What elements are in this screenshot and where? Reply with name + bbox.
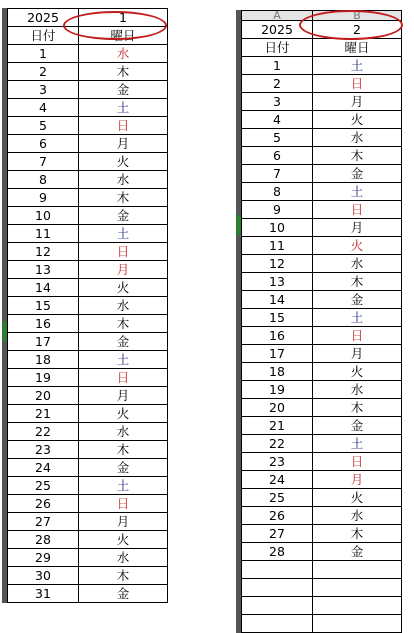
table-row	[242, 219, 402, 237]
table-row	[8, 171, 168, 189]
table-row	[8, 531, 168, 549]
day-cell[interactable]: 11	[8, 225, 79, 243]
day-cell[interactable]: 12	[8, 243, 79, 261]
empty-cell[interactable]	[242, 579, 313, 597]
year-month-row	[8, 9, 168, 27]
table-row	[242, 327, 402, 345]
weekday-cell[interactable]: 金	[79, 333, 168, 351]
day-cell[interactable]: 8	[242, 183, 313, 201]
day-cell[interactable]: 22	[8, 423, 79, 441]
weekday-cell[interactable]: 土	[79, 99, 168, 117]
weekday-cell[interactable]: 金	[79, 585, 168, 603]
weekday-cell[interactable]: 木	[313, 399, 402, 417]
weekday-cell[interactable]: 日	[79, 117, 168, 135]
sheet-row-edge	[2, 8, 7, 603]
day-cell[interactable]: 27	[242, 525, 313, 543]
day-cell[interactable]: 14	[8, 279, 79, 297]
weekday-cell[interactable]: 木	[79, 189, 168, 207]
day-cell[interactable]: 14	[242, 291, 313, 309]
column-header-row	[242, 11, 402, 21]
table-row	[242, 453, 402, 471]
weekday-cell[interactable]: 火	[313, 111, 402, 129]
empty-cell[interactable]	[313, 561, 402, 579]
table-row	[242, 291, 402, 309]
table-row	[242, 309, 402, 327]
weekday-cell[interactable]: 水	[313, 255, 402, 273]
table-row	[8, 333, 168, 351]
table-row	[8, 369, 168, 387]
day-cell[interactable]: 21	[242, 417, 313, 435]
day-cell[interactable]: 3	[8, 81, 79, 99]
table-row	[8, 567, 168, 585]
day-cell[interactable]: 23	[242, 453, 313, 471]
weekday-cell[interactable]: 火	[79, 405, 168, 423]
day-cell[interactable]: 20	[8, 387, 79, 405]
weekday-cell[interactable]: 日	[79, 495, 168, 513]
weekday-cell[interactable]: 金	[79, 459, 168, 477]
day-cell[interactable]: 13	[242, 273, 313, 291]
weekday-cell[interactable]: 月	[79, 135, 168, 153]
weekday-cell[interactable]: 木	[313, 273, 402, 291]
day-cell[interactable]: 9	[242, 201, 313, 219]
weekday-cell[interactable]: 木	[79, 63, 168, 81]
day-cell[interactable]: 12	[242, 255, 313, 273]
weekday-cell[interactable]: 水	[313, 507, 402, 525]
day-cell[interactable]: 25	[8, 477, 79, 495]
day-cell[interactable]: 4	[242, 111, 313, 129]
day-cell[interactable]: 23	[8, 441, 79, 459]
weekday-cell[interactable]: 月	[313, 345, 402, 363]
weekday-cell[interactable]: 日	[79, 243, 168, 261]
table-row	[8, 477, 168, 495]
day-cell[interactable]: 5	[242, 129, 313, 147]
table-row	[8, 585, 168, 603]
table-row	[8, 135, 168, 153]
weekday-cell[interactable]: 金	[313, 291, 402, 309]
table-row	[242, 183, 402, 201]
day-cell[interactable]: 2	[242, 75, 313, 93]
day-cell[interactable]: 19	[8, 369, 79, 387]
day-cell[interactable]: 29	[8, 549, 79, 567]
table-row	[8, 243, 168, 261]
row-selection-marker	[2, 321, 7, 341]
table-row	[8, 261, 168, 279]
weekday-cell[interactable]: 月	[79, 513, 168, 531]
day-cell[interactable]: 9	[8, 189, 79, 207]
empty-cell[interactable]	[313, 597, 402, 615]
table-row	[8, 45, 168, 63]
weekday-cell[interactable]: 日	[79, 369, 168, 387]
weekday-cell[interactable]: 水	[79, 45, 168, 63]
weekday-cell[interactable]: 火	[313, 489, 402, 507]
table-row	[8, 405, 168, 423]
day-cell[interactable]: 8	[8, 171, 79, 189]
empty-row	[242, 615, 402, 633]
table-row	[8, 81, 168, 99]
weekday-cell[interactable]: 水	[79, 297, 168, 315]
weekday-cell[interactable]: 日	[313, 201, 402, 219]
weekday-cell[interactable]: 土	[313, 435, 402, 453]
table-row	[8, 63, 168, 81]
day-cell[interactable]: 20	[242, 399, 313, 417]
table-row	[8, 549, 168, 567]
table-row	[242, 237, 402, 255]
table-row	[242, 399, 402, 417]
year-month-row	[242, 21, 402, 39]
table-row	[242, 165, 402, 183]
weekday-cell[interactable]: 月	[313, 471, 402, 489]
weekday-cell[interactable]: 日	[313, 327, 402, 345]
table-row	[8, 423, 168, 441]
weekday-cell[interactable]: 水	[79, 171, 168, 189]
weekday-cell[interactable]: 金	[79, 207, 168, 225]
empty-cell[interactable]	[313, 615, 402, 633]
weekday-cell[interactable]: 火	[79, 279, 168, 297]
weekday-cell[interactable]: 火	[79, 531, 168, 549]
weekday-cell[interactable]: 金	[313, 417, 402, 435]
day-cell[interactable]: 18	[242, 363, 313, 381]
empty-cell[interactable]	[242, 597, 313, 615]
day-cell[interactable]: 17	[242, 345, 313, 363]
weekday-cell[interactable]: 木	[79, 315, 168, 333]
header-row	[242, 39, 402, 57]
table-row	[242, 111, 402, 129]
weekday-cell[interactable]: 土	[79, 477, 168, 495]
table-row	[8, 315, 168, 333]
day-cell[interactable]: 22	[242, 435, 313, 453]
day-cell[interactable]: 28	[8, 531, 79, 549]
day-cell[interactable]: 15	[242, 309, 313, 327]
table-row	[242, 75, 402, 93]
year-cell[interactable]: 2025	[8, 9, 79, 27]
table-row	[242, 273, 402, 291]
table-row	[8, 153, 168, 171]
weekday-cell[interactable]: 木	[313, 147, 402, 165]
calendar-sheet-february	[241, 10, 399, 633]
day-cell[interactable]: 10	[242, 219, 313, 237]
table-row	[242, 489, 402, 507]
year-cell[interactable]: 2025	[242, 21, 313, 39]
weekday-cell[interactable]: 月	[79, 261, 168, 279]
day-cell[interactable]: 27	[8, 513, 79, 531]
date-header-cell[interactable]: 日付	[242, 39, 313, 57]
day-cell[interactable]: 31	[8, 585, 79, 603]
table-row	[242, 93, 402, 111]
table-row	[242, 471, 402, 489]
table-row	[242, 435, 402, 453]
day-cell[interactable]: 1	[242, 57, 313, 75]
column-header-a[interactable]: A	[242, 11, 313, 21]
day-cell[interactable]: 13	[8, 261, 79, 279]
table-row	[8, 459, 168, 477]
weekday-cell[interactable]: 水	[79, 423, 168, 441]
day-cell[interactable]: 7	[242, 165, 313, 183]
weekday-cell[interactable]: 火	[313, 363, 402, 381]
table-row	[8, 297, 168, 315]
sheet-row-edge	[236, 10, 241, 633]
day-cell[interactable]: 15	[8, 297, 79, 315]
table-row	[242, 543, 402, 561]
table-row	[242, 525, 402, 543]
table-row	[8, 351, 168, 369]
weekday-cell[interactable]: 水	[79, 549, 168, 567]
weekday-cell[interactable]: 水	[313, 381, 402, 399]
calendar-sheet-january	[7, 8, 165, 603]
weekday-cell[interactable]: 土	[79, 225, 168, 243]
weekday-cell[interactable]: 木	[313, 525, 402, 543]
row-selection-marker	[236, 215, 241, 235]
column-header-b[interactable]: B	[313, 11, 402, 21]
day-cell[interactable]: 7	[8, 153, 79, 171]
table-row	[242, 255, 402, 273]
day-cell[interactable]: 30	[8, 567, 79, 585]
day-cell[interactable]: 11	[242, 237, 313, 255]
table-row	[8, 279, 168, 297]
day-cell[interactable]: 17	[8, 333, 79, 351]
day-cell[interactable]: 10	[8, 207, 79, 225]
weekday-cell[interactable]: 土	[313, 57, 402, 75]
table-row	[242, 345, 402, 363]
day-cell[interactable]: 1	[8, 45, 79, 63]
table-row	[242, 129, 402, 147]
date-header-cell[interactable]: 日付	[8, 27, 79, 45]
empty-row	[242, 579, 402, 597]
day-cell[interactable]: 21	[8, 405, 79, 423]
day-cell[interactable]: 6	[8, 135, 79, 153]
table-row	[8, 387, 168, 405]
month-cell[interactable]: 2	[313, 21, 402, 39]
weekday-cell[interactable]: 水	[313, 129, 402, 147]
day-cell[interactable]: 24	[242, 471, 313, 489]
table-row	[242, 363, 402, 381]
table-row	[242, 57, 402, 75]
table-row	[8, 225, 168, 243]
table-row	[242, 381, 402, 399]
day-cell[interactable]: 19	[242, 381, 313, 399]
weekday-cell[interactable]: 土	[313, 309, 402, 327]
calendar-table-january	[7, 8, 168, 603]
calendar-table-february	[241, 10, 402, 633]
day-cell[interactable]: 24	[8, 459, 79, 477]
weekday-cell[interactable]: 金	[313, 543, 402, 561]
weekday-cell[interactable]: 金	[313, 165, 402, 183]
table-row	[8, 189, 168, 207]
weekday-cell[interactable]: 月	[313, 219, 402, 237]
empty-row	[242, 561, 402, 579]
weekday-cell[interactable]: 火	[313, 237, 402, 255]
month-cell[interactable]: 1	[79, 9, 168, 27]
header-row	[8, 27, 168, 45]
day-cell[interactable]: 25	[242, 489, 313, 507]
table-row	[8, 513, 168, 531]
day-cell[interactable]: 28	[242, 543, 313, 561]
day-cell[interactable]: 6	[242, 147, 313, 165]
table-row	[8, 495, 168, 513]
weekday-cell[interactable]: 木	[79, 567, 168, 585]
weekday-cell[interactable]: 土	[313, 183, 402, 201]
day-cell[interactable]: 3	[242, 93, 313, 111]
weekday-header-cell[interactable]: 曜日	[79, 27, 168, 45]
table-row	[242, 201, 402, 219]
weekday-cell[interactable]: 月	[313, 93, 402, 111]
empty-cell[interactable]	[313, 579, 402, 597]
day-cell[interactable]: 16	[242, 327, 313, 345]
table-row	[8, 99, 168, 117]
empty-cell[interactable]	[242, 561, 313, 579]
day-cell[interactable]: 26	[8, 495, 79, 513]
table-row	[242, 507, 402, 525]
day-cell[interactable]: 5	[8, 117, 79, 135]
day-cell[interactable]: 26	[242, 507, 313, 525]
table-row	[8, 117, 168, 135]
weekday-header-cell[interactable]: 曜日	[313, 39, 402, 57]
weekday-cell[interactable]: 月	[79, 387, 168, 405]
weekday-cell[interactable]: 火	[79, 153, 168, 171]
weekday-cell[interactable]: 木	[79, 441, 168, 459]
empty-row	[242, 597, 402, 615]
day-cell[interactable]: 18	[8, 351, 79, 369]
day-cell[interactable]: 16	[8, 315, 79, 333]
table-row	[8, 207, 168, 225]
empty-cell[interactable]	[242, 615, 313, 633]
weekday-cell[interactable]: 日	[313, 75, 402, 93]
weekday-cell[interactable]: 金	[79, 81, 168, 99]
day-cell[interactable]: 2	[8, 63, 79, 81]
weekday-cell[interactable]: 日	[313, 453, 402, 471]
table-row	[8, 441, 168, 459]
table-row	[242, 417, 402, 435]
weekday-cell[interactable]: 土	[79, 351, 168, 369]
day-cell[interactable]: 4	[8, 99, 79, 117]
table-row	[242, 147, 402, 165]
